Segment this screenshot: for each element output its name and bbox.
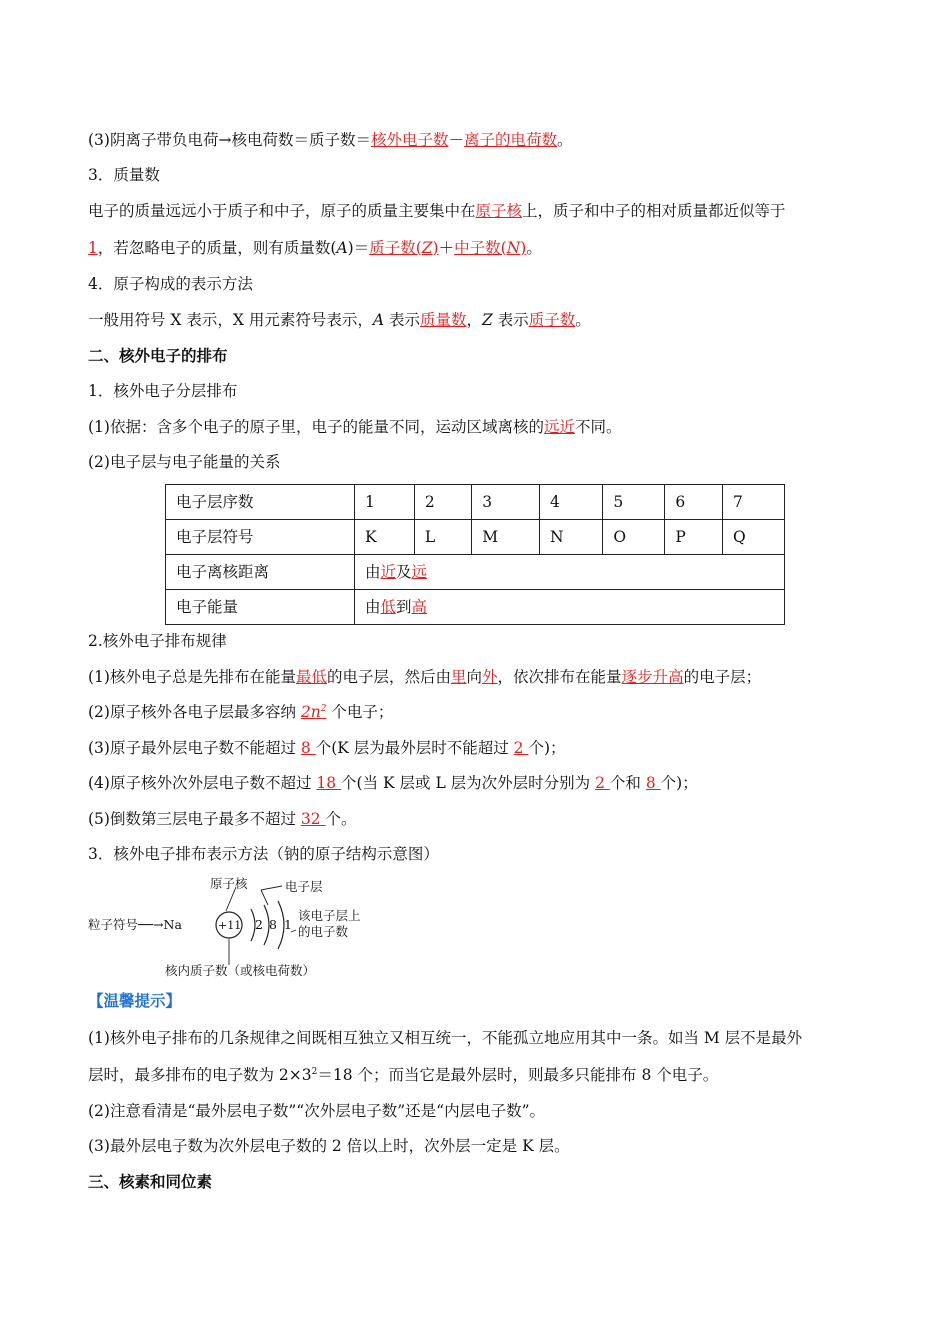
answer-blank: 8: [645, 774, 661, 792]
answer-blank: 远: [411, 563, 428, 581]
pointer-line: [261, 890, 268, 905]
table-cell: 4: [539, 485, 602, 520]
electron-shell-table: [165, 484, 785, 625]
symbol-label: 粒子符号──→Na: [88, 917, 182, 932]
rule-line-3: (3)原子最外层电子数不能超过 8 个(K 层为最外层时不能超过 2 个)；: [88, 739, 566, 757]
table-cell: 6: [665, 485, 723, 520]
answer-blank: 外: [482, 668, 498, 686]
answer-blank: 远近: [543, 418, 575, 436]
answer-blank: 2: [513, 739, 529, 757]
relation-line: (2)电子层与电子能量的关系: [88, 453, 281, 471]
table-cell: 由低到高: [355, 590, 785, 625]
count-label-line-2: 的电子数: [298, 924, 349, 939]
answer-blank: $2n^2$: [300, 703, 327, 721]
section-heading-electron-arrangement: 二、核外电子的排布: [88, 346, 228, 365]
table-cell: O: [603, 520, 665, 555]
table-row: [166, 555, 785, 590]
table-cell: 1: [355, 485, 415, 520]
table-row: [166, 520, 785, 555]
table-header-cell: 电子离核距离: [166, 555, 355, 590]
heading-layered-arrangement: 1．核外电子分层排布: [88, 382, 238, 400]
sodium-atom-diagram: [88, 873, 378, 985]
table-cell: K: [355, 520, 415, 555]
answer-blank: 1: [88, 239, 98, 257]
count-label-line-1: 该电子层上: [298, 908, 361, 923]
table-cell: L: [414, 520, 471, 555]
electron-count: 8: [269, 917, 277, 932]
electron-count: 2: [255, 917, 263, 932]
answer-blank: 低: [380, 598, 397, 616]
table-cell: Q: [723, 520, 785, 555]
answer-blank: 2: [595, 774, 610, 792]
answer-blank: 质子数(Z): [369, 239, 439, 257]
heading-representation: 4．原子构成的表示方法: [88, 275, 253, 293]
rule-line-5: (5)倒数第三层电子最多不超过 32 个。: [88, 810, 357, 828]
section-heading-nuclides: 三、核素和同位素: [88, 1172, 213, 1191]
table-cell: N: [539, 520, 602, 555]
anion-charge-line: (3)阴离子带负电荷→核电荷数＝质子数＝核外电子数－离子的电荷数。: [88, 131, 573, 149]
nucleus-label: 原子核: [210, 876, 248, 891]
tip-line-2: 层时，最多排布的电子数为 $2\times 3^2=18$ 个；而当它是最外层时，则最多只能排布 8 个电子。: [88, 1066, 719, 1084]
answer-blank: 中子数(N): [454, 239, 527, 257]
rule-line-2: (2)原子核外各电子层最多容纳 $2n^2$ 个电子；: [88, 703, 394, 721]
heading-mass-number: 3．质量数: [88, 166, 160, 184]
nucleus-charge: +11: [218, 919, 242, 932]
table-cell: 2: [414, 485, 471, 520]
proton-count-label: 核内质子数（或核电荷数）: [165, 963, 316, 978]
answer-blank: 核外电子数: [370, 131, 449, 149]
table-row: [166, 485, 785, 520]
table-header-cell: 电子层序数: [166, 485, 355, 520]
answer-blank: 质量数: [420, 311, 467, 329]
answer-blank: 逐步升高: [621, 668, 684, 686]
arrow-glyph: →: [218, 131, 232, 149]
basis-line: (1)依据：含多个电子的原子里，电子的能量不同，运动区域离核的远近不同。: [88, 418, 622, 436]
tip-title: 【温馨提示】: [88, 991, 182, 1010]
answer-blank: 原子核: [475, 202, 523, 220]
shell-label: 电子层: [285, 879, 323, 894]
tip-line-4: (3)最外层电子数为次外层电子数的 2 倍以上时，次外层一定是 K 层。: [88, 1137, 570, 1155]
answer-blank: 离子的电荷数: [464, 131, 558, 149]
heading-rules: 2.核外电子排布规律: [88, 632, 227, 650]
tip-line-1: (1)核外电子排布的几条规律之间既相互独立又相互统一，不能孤立地应用其中一条。如当 M 层不是最外: [88, 1029, 803, 1047]
table-cell: M: [472, 520, 540, 555]
answer-blank: 18: [316, 774, 342, 792]
table-cell: 由近及远: [355, 555, 785, 590]
table-header-cell: 电子能量: [166, 590, 355, 625]
answer-blank: 32: [300, 810, 326, 828]
table-cell: 7: [723, 485, 785, 520]
rule-line-1: (1)核外电子总是先排布在能量最低的电子层，然后由里向外，依次排布在能量逐步升高的电子层；: [88, 668, 762, 686]
table-cell: 5: [603, 485, 665, 520]
electron-count: 1: [284, 917, 292, 932]
answer-blank: 8: [300, 739, 316, 757]
table-row: [166, 590, 785, 625]
mass-paragraph-line-1: 电子的质量远远小于质子和中子，原子的质量主要集中在原子核上，质子和中子的相对质量都近似等于: [88, 202, 786, 220]
answer-blank: 近: [380, 563, 397, 581]
heading-representation-method: 3．核外电子排布表示方法（钠的原子结构示意图）: [88, 845, 439, 863]
tip-line-3: (2)注意看清是“最外层电子数”“次外层电子数”还是“内层电子数”。: [88, 1102, 546, 1120]
mass-paragraph-line-2: 1，若忽略电子的质量，则有质量数(A)＝质子数(Z)＋中子数(N)。: [88, 239, 542, 257]
table-cell: 3: [472, 485, 540, 520]
representation-line: 一般用符号 X 表示，X 用元素符号表示，A 表示质量数，Z 表示质子数。: [88, 311, 591, 329]
rule-line-4: (4)原子核外次外层电子数不超过 18 个(当 K 层或 L 层为次外层时分别为 2 个和 8 个)；: [88, 774, 698, 792]
answer-blank: 里: [451, 668, 467, 686]
pointer-line: [261, 886, 282, 890]
table-header-cell: 电子层符号: [166, 520, 355, 555]
answer-blank: 最低: [295, 668, 327, 686]
answer-blank: 高: [411, 598, 428, 616]
table-cell: P: [665, 520, 723, 555]
answer-blank: 质子数: [528, 311, 576, 329]
